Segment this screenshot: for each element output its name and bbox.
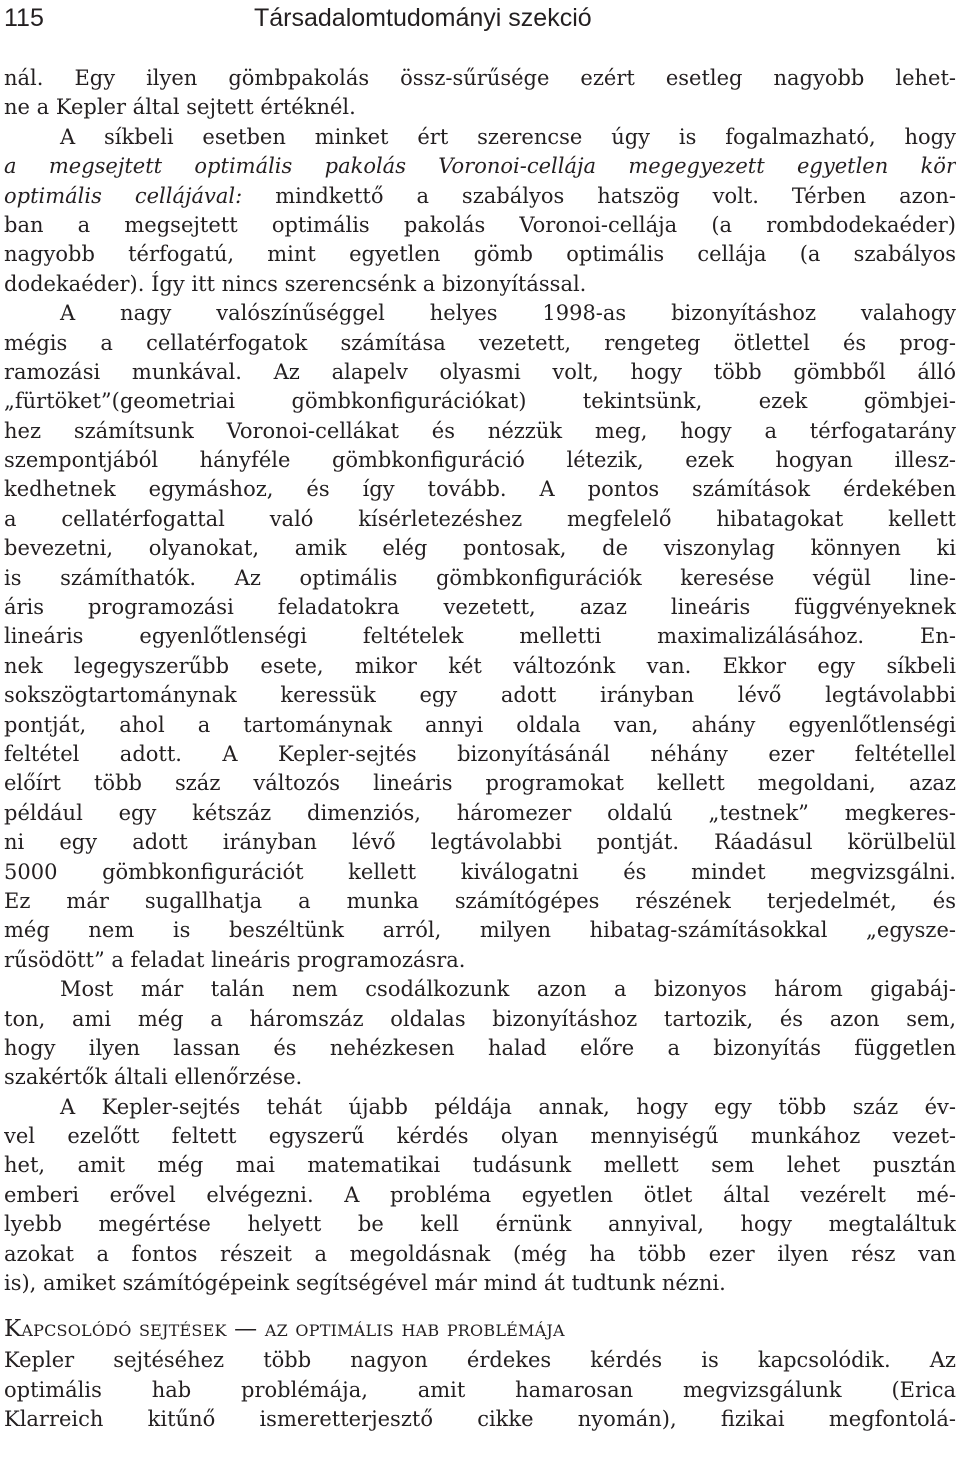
text-line — [4, 1122, 956, 1151]
text-line — [4, 123, 956, 152]
text-line — [4, 681, 956, 710]
text-line — [4, 1005, 956, 1034]
body-text — [4, 64, 956, 1435]
line-text: ne a Kepler által sejtett értéknél. — [4, 95, 356, 120]
running-head: Társadalomtudományi szekció — [254, 4, 592, 32]
line-text: optimális hab problémája, amit hamarosan megvizsgálunk (Erica — [4, 1377, 956, 1402]
text-line — [4, 93, 956, 122]
text-line — [4, 858, 956, 887]
text-line — [4, 916, 956, 945]
line-text: hez számítsunk Voronoi-cellákat és nézzük meg, hogy a térfogatarány — [4, 418, 956, 443]
text-line — [4, 564, 956, 593]
line-text: bevezetni, olyanokat, amik elég pontosak, de viszonylag könnyen ki — [4, 536, 956, 561]
line-text: mindkettő a szabályos hatszög volt. Térben azon- — [242, 183, 956, 208]
line-text: nagyobb térfogatú, mint egyetlen gömb optimális cellája (a szabályos — [4, 242, 956, 267]
text-line — [4, 475, 956, 504]
text-line — [4, 1181, 956, 1210]
text-line — [4, 270, 956, 299]
text-line — [4, 1034, 956, 1063]
line-text: azokat a fontos részeit a megoldásnak (még ha több ezer ilyen rész van — [4, 1241, 956, 1266]
text-line — [4, 1063, 956, 1092]
line-text: nek legegyszerűbb esete, mikor két változónk van. Ekkor egy síkbeli — [4, 653, 956, 678]
text-line — [4, 769, 956, 798]
line-text: A síkbeli esetben minket ért szerencse úgy is fogalmazható, hogy — [60, 124, 956, 149]
text-line — [4, 64, 956, 93]
line-text: kedhetnek egymáshoz, és így tovább. A pontos számítások érdekében — [4, 477, 956, 502]
line-text: a megsejtett optimális pakolás Voronoi-cellája megegyezett egyetlen kör — [4, 154, 956, 179]
line-text: Kepler sejtéséhez több nagyon érdekes kérdés is kapcsolódik. Az — [4, 1348, 956, 1373]
line-text: nál. Egy ilyen gömbpakolás össz-sűrűsége ezért esetleg nagyobb lehet- — [4, 66, 956, 90]
text-line — [4, 358, 956, 387]
text-line — [4, 446, 956, 475]
line-text: rűsödött” a feladat lineáris programozásra. — [4, 947, 466, 972]
text-line — [4, 593, 956, 622]
text-line — [4, 740, 956, 769]
line-text: is), amiket számítógépeink segítségével már mind át tudtunk nézni. — [4, 1271, 726, 1296]
line-text: ni egy adott irányban lévő legtávolabbi pontját. Ráadásul körülbelül — [4, 830, 956, 855]
line-text: Most már talán nem csodálkozunk azon a bizonyos három gigabáj- — [60, 977, 956, 1002]
text-line — [4, 417, 956, 446]
italic-phrase: optimális cellájával: — [4, 183, 243, 208]
text-line — [4, 299, 956, 328]
text-line — [4, 828, 956, 857]
line-text: lineáris egyenlőtlenségi feltételek melletti maximalizálásához. En- — [4, 624, 956, 649]
line-text: szakértők általi ellenőrzése. — [4, 1065, 303, 1090]
text-line — [4, 1093, 956, 1122]
text-line — [4, 152, 956, 181]
text-line — [4, 946, 956, 975]
line-text: szempontjából hányféle gömbkonfiguráció létezik, ezek hogyan illesz- — [4, 448, 956, 473]
line-text: ban a megsejtett optimális pakolás Voronoi-cellája (a rombdodekaéder) — [4, 212, 956, 237]
line-text: Klarreich kitűnő ismeretterjesztő cikke nyomán), fizikai megfontolá- — [4, 1407, 956, 1432]
line-text: pontját, ahol a tartománynak annyi oldala van, ahány egyenlőtlenségi — [4, 712, 956, 737]
line-text: A nagy valószínűséggel helyes 1998-as bizonyításhoz valahogy — [60, 301, 956, 326]
text-line — [4, 887, 956, 916]
text-line — [4, 799, 956, 828]
text-line — [4, 534, 956, 563]
text-line — [4, 211, 956, 240]
text-line — [4, 1269, 956, 1298]
line-text: A Kepler-sejtés tehát újabb példája annak, hogy egy több száz év- — [60, 1094, 956, 1119]
section-heading: Kapcsolódó sejtések — az optimális hab problémája — [4, 1316, 565, 1343]
text-line — [4, 329, 956, 358]
line-text: lyebb megértése helyett be kell érnünk annyival, hogy megtaláltuk — [4, 1212, 956, 1237]
line-text: még nem is beszéltünk arról, milyen hibatag-számításokkal „egysze- — [4, 918, 956, 943]
text-line — [4, 652, 956, 681]
line-text: het, amit még mai matematikai tudásunk mellett sem lehet pusztán — [4, 1153, 956, 1178]
text-line — [4, 1151, 956, 1180]
text-line — [4, 240, 956, 269]
line-text: hogy ilyen lassan és nehézkesen halad előre a bizonyítás független — [4, 1035, 956, 1060]
line-text: is számíthatók. Az optimális gömbkonfigurációk keresése végül line- — [4, 565, 956, 590]
page-number: 115 — [4, 4, 44, 32]
text-line — [4, 1240, 956, 1269]
line-text: előírt több száz változós lineáris programokat kellett megoldani, azaz — [4, 771, 956, 796]
line-text: a cellatérfogattal való kísérletezéshez megfelelő hibatagokat kellett — [4, 506, 956, 531]
line-text: áris programozási feladatokra vezetett, azaz lineáris függvényeknek — [4, 595, 956, 620]
text-line — [4, 975, 956, 1004]
line-text: emberi erővel elvégezni. A probléma egyetlen ötlet által vezérelt mé- — [4, 1182, 956, 1207]
line-text: mégis a cellatérfogatok számítása vezetett, rengeteg ötlettel és prog- — [4, 330, 956, 355]
page-header — [0, 0, 960, 40]
line-text: feltétel adott. A Kepler-sejtés bizonyításánál néhány ezer feltétellel — [4, 741, 956, 766]
line-text: „fürtöket”(geometriai gömbkonfigurációkat) tekintsünk, ezek gömbjei- — [4, 389, 956, 414]
line-text: ramozási munkával. Az alapelv olyasmi volt, hogy több gömbből álló — [4, 359, 956, 384]
text-line — [4, 622, 956, 651]
text-line — [4, 387, 956, 416]
line-text: 5000 gömbkonfigurációt kellett kiválogatni és mindet megvizsgálni. — [4, 859, 956, 884]
text-line — [4, 505, 956, 534]
text-line — [4, 1376, 956, 1405]
line-text: például egy kétszáz dimenziós, háromezer oldalú „testnek” megkeres- — [4, 800, 956, 825]
text-line — [4, 1210, 956, 1239]
line-text: sokszögtartománynak keressük egy adott irányban lévő legtávolabbi — [4, 683, 956, 708]
text-line — [4, 1405, 956, 1434]
line-text: dodekaéder). Így itt nincs szerencsénk a bizonyítással. — [4, 271, 587, 296]
text-line — [4, 711, 956, 740]
text-line — [4, 1346, 956, 1375]
text-line — [4, 182, 956, 211]
line-text: ton, ami még a háromszáz oldalas bizonyításhoz tartozik, és azon sem, — [4, 1006, 956, 1031]
line-text: Ez már sugallhatja a munka számítógépes részének terjedelmét, és — [4, 888, 956, 913]
line-text: vel ezelőtt feltett egyszerű kérdés olyan mennyiségű munkához vezet- — [4, 1124, 956, 1149]
